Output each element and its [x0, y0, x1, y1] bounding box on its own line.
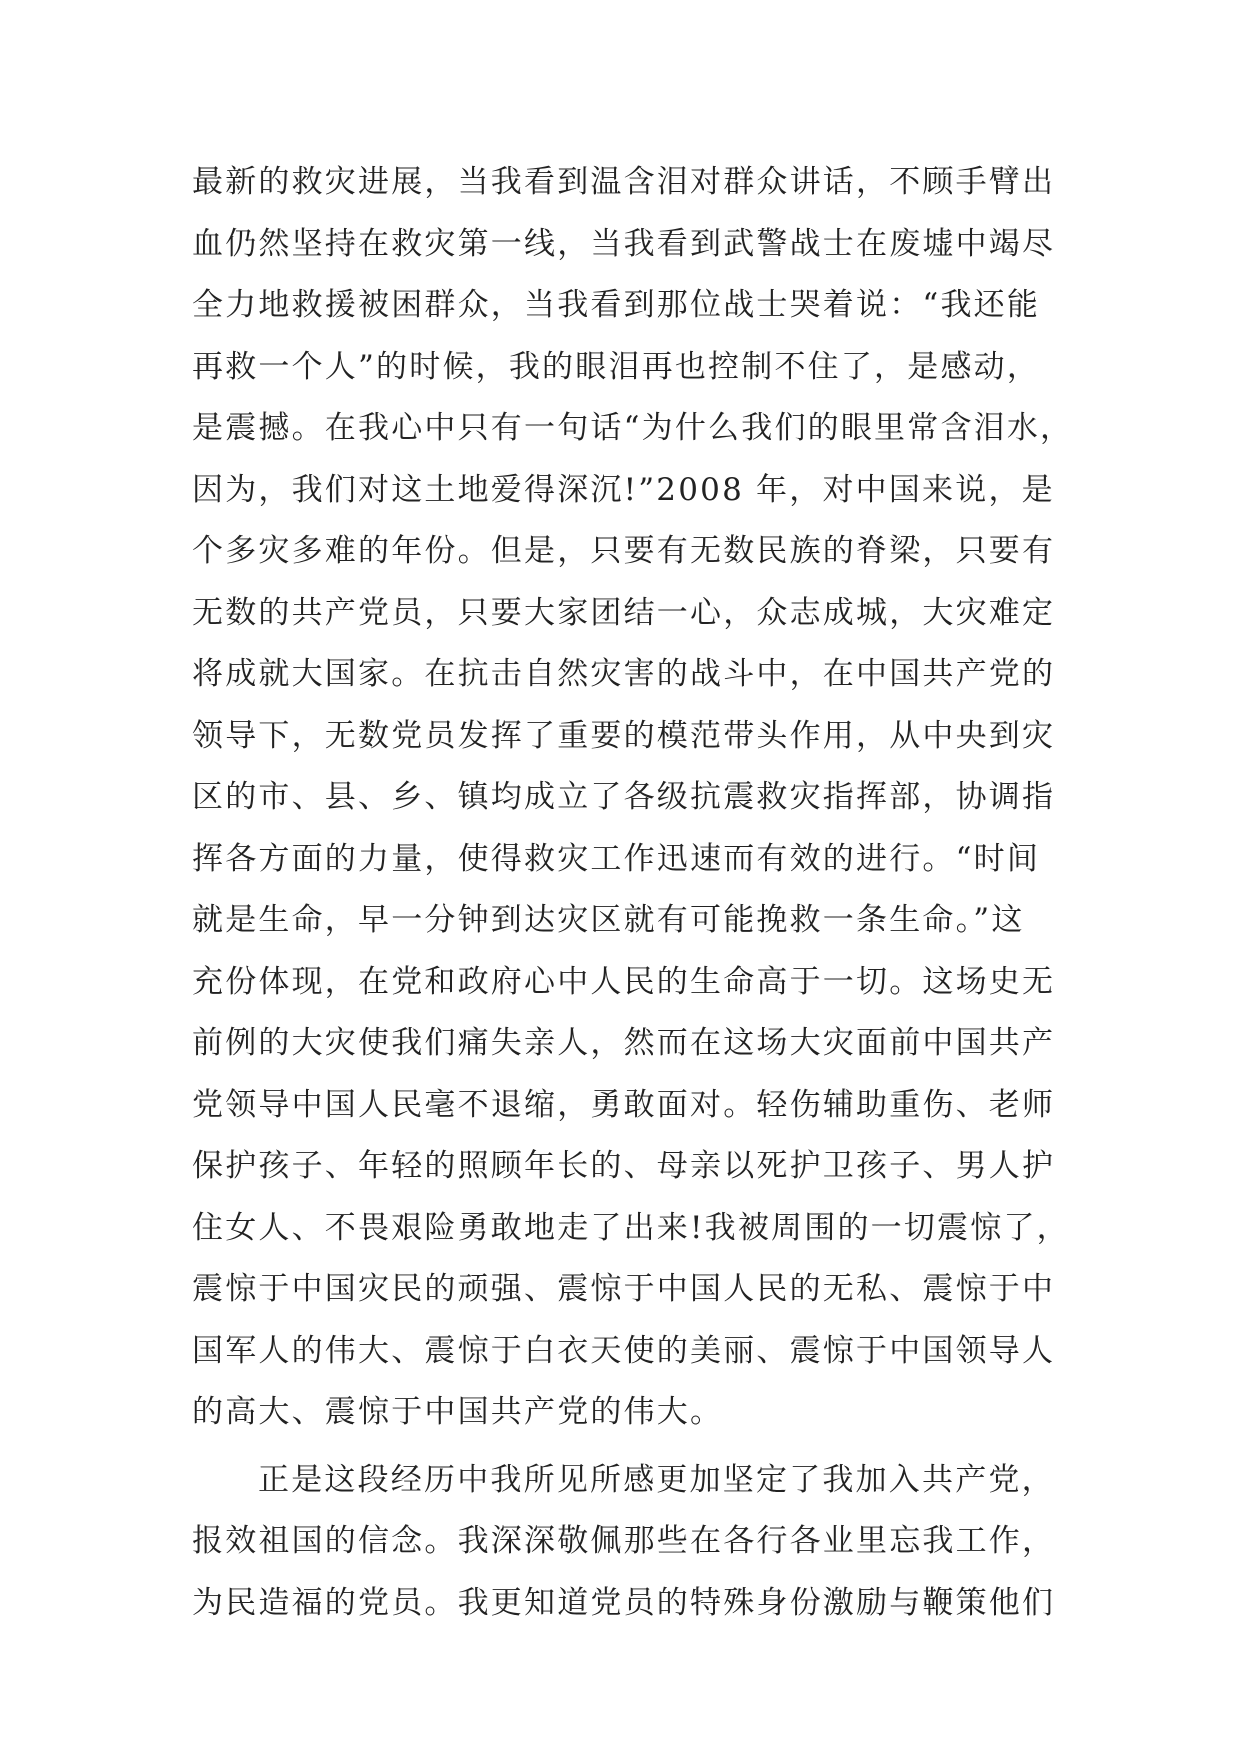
- text-line: 最新的救灾进展，当我看到温含泪对群众讲话，不顾手臂出: [192, 164, 1056, 200]
- text-line: 无数的共产党员，只要大家团结一心，众志成城，大灾难定: [192, 594, 1056, 631]
- text-line: 再救一个人”的时候，我的眼泪再也控制不住了，是感动，: [192, 348, 1041, 385]
- text-line: 血仍然坚持在救灾第一线，当我看到武警战士在废墟中竭尽: [192, 225, 1056, 262]
- text-line: 国军人的伟大、震惊于白衣天使的美丽、震惊于中国领导人: [192, 1332, 1056, 1369]
- text-line: 党领导中国人民毫不退缩，勇敢面对。轻伤辅助重伤、老师: [192, 1086, 1056, 1123]
- text-line: 就是生命，早一分钟到达灾区就有可能挽救一条生命。”这: [192, 902, 1025, 938]
- text-line: 充份体现，在党和政府心中人民的生命高于一切。这场史无: [192, 963, 1056, 1000]
- text-line: 的高大、震惊于中国共产党的伟大。: [192, 1394, 724, 1430]
- text-line: 前例的大灾使我们痛失亲人，然而在这场大灾面前中国共产: [192, 1025, 1056, 1061]
- text-line: 将成就大国家。在抗击自然灾害的战斗中，在中国共产党的: [192, 656, 1056, 692]
- text-line: 因为，我们对这土地爱得深沉!”2008 年，对中国来说，是: [192, 471, 1055, 508]
- text-line: 震惊于中国灾民的顽强、震惊于中国人民的无私、震惊于中: [192, 1271, 1056, 1307]
- text-line: 全力地救援被困群众，当我看到那位战士哭着说：“我还能: [192, 287, 1041, 323]
- text-line: 领导下，无数党员发挥了重要的模范带头作用，从中央到灾: [192, 717, 1056, 754]
- paragraph-2: [192, 1450, 1072, 1635]
- text-line-indented: 正是这段经历中我所见所感更加坚定了我加入共产党，: [258, 1461, 1055, 1498]
- text-line: 是震撼。在我心中只有一句话“为什么我们的眼里常含泪水，: [192, 410, 1074, 446]
- text-line: 个多灾多难的年份。但是，只要有无数民族的脊梁，只要有: [192, 533, 1056, 569]
- text-line: 保护孩子、年轻的照顾年长的、母亲以死护卫孩子、男人护: [192, 1148, 1056, 1184]
- text-line: 挥各方面的力量，使得救灾工作迅速而有效的进行。“时间: [192, 840, 1041, 877]
- text-line: 报效祖国的信念。我深深敬佩那些在各行各业里忘我工作，: [192, 1523, 1056, 1559]
- text-line: 为民造福的党员。我更知道党员的特殊身份激励与鞭策他们: [192, 1584, 1056, 1621]
- document-body: [192, 152, 1072, 1634]
- paragraph-1: [192, 152, 1072, 1444]
- text-line: 区的市、县、乡、镇均成立了各级抗震救灾指挥部，协调指: [192, 779, 1056, 815]
- text-line: 住女人、不畏艰险勇敢地走了出来!我被周围的一切震惊了，: [192, 1209, 1070, 1246]
